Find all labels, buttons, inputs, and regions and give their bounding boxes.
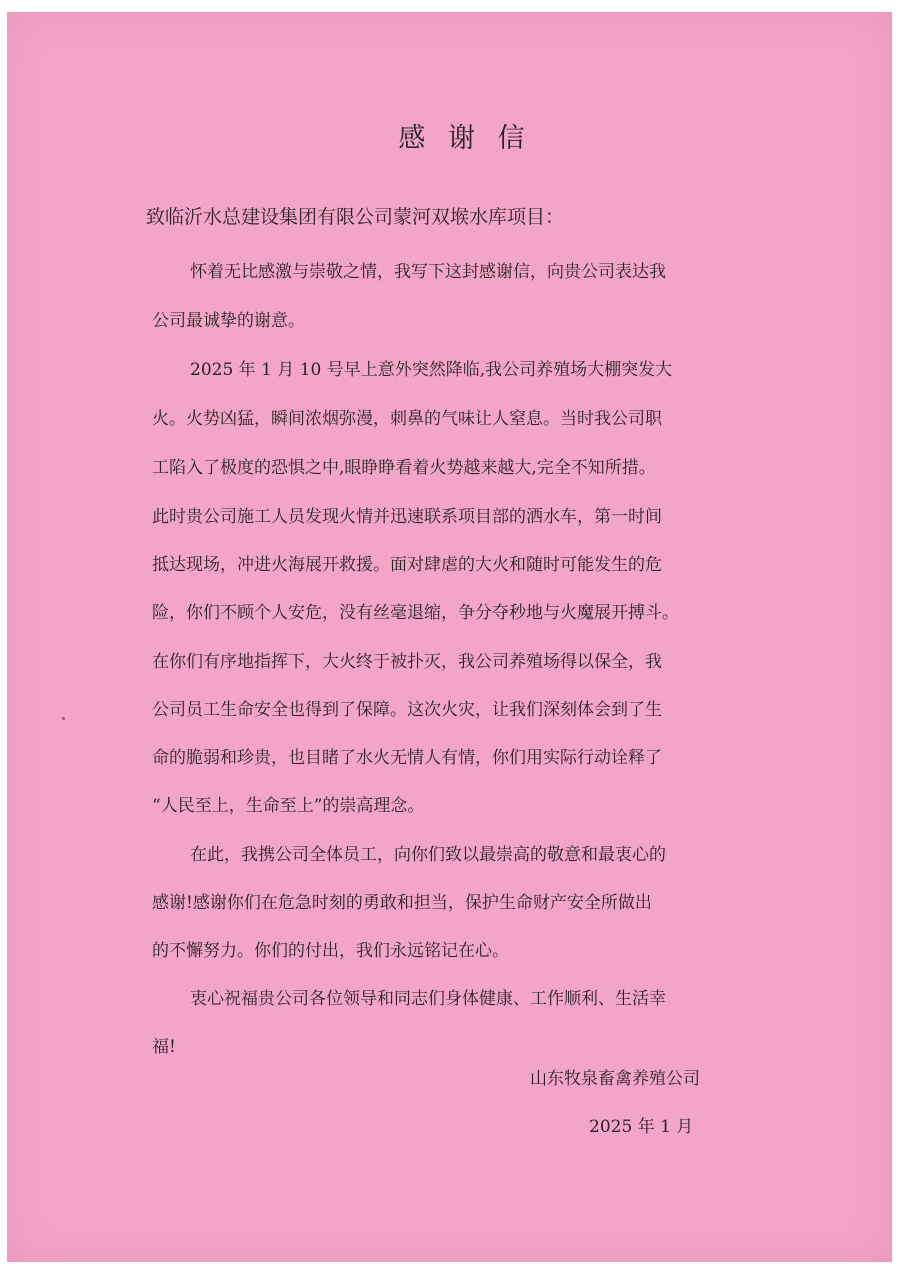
signature-date: 2025 年 1 月: [589, 1117, 694, 1137]
paragraph-line: 在你们有序地指挥下，大火终于被扑灭，我公司养殖场得以保全，我: [152, 652, 662, 672]
paragraph-line: 怀着无比感激与崇敬之情，我写下这封感谢信，向贵公司表达我: [190, 262, 666, 282]
paragraph-line: 福!: [152, 1037, 176, 1057]
paragraph-line: 感谢!感谢你们在危急时刻的勇敢和担当，保护生命财产安全所做出: [152, 893, 652, 913]
letter-title: 感 谢 信: [398, 123, 532, 154]
paper-speck: [62, 717, 65, 720]
paragraph-line: 抵达现场，冲进火海展开救援。面对肆虐的大火和随时可能发生的危: [152, 555, 662, 575]
salutation: 致临沂水总建设集团有限公司蒙河双堠水库项目：: [146, 206, 565, 228]
paragraph-line: 此时贵公司施工人员发现火情并迅速联系项目部的洒水车，第一时间: [152, 507, 662, 527]
paragraph-line: 工陷入了极度的恐惧之中,眼睁睁看着火势越来越大,完全不知所措。: [152, 458, 656, 478]
paragraph-line: 公司最诚挚的谢意。: [152, 311, 305, 331]
paragraph-line: “人民至上，生命至上”的崇高理念。: [152, 796, 425, 816]
paragraph-line: 命的脆弱和珍贵，也目睹了水火无情人有情，你们用实际行动诠释了: [152, 748, 662, 768]
paragraph-line: 在此，我携公司全体员工，向你们致以最崇高的敬意和最衷心的: [190, 845, 666, 865]
paragraph-line: 的不懈努力。你们的付出，我们永远铭记在心。: [152, 941, 509, 961]
letter-page: [7, 12, 892, 1262]
paragraph-line: 火。火势凶猛，瞬间浓烟弥漫，刺鼻的气味让人窒息。当时我公司职: [152, 409, 662, 429]
paragraph-line: 公司员工生命安全也得到了保障。这次火灾，让我们深刻体会到了生: [152, 700, 662, 720]
paragraph-line: 2025 年 1 月 10 号早上意外突然降临,我公司养殖场大棚突发大: [190, 360, 673, 380]
signature-company: 山东牧泉畜禽养殖公司: [530, 1069, 700, 1089]
paragraph-line: 险，你们不顾个人安危，没有丝毫退缩，争分夺秒地与火魔展开搏斗。: [152, 603, 679, 623]
paragraph-line: 衷心祝福贵公司各位领导和同志们身体健康、工作顺利、生活幸: [190, 989, 666, 1009]
